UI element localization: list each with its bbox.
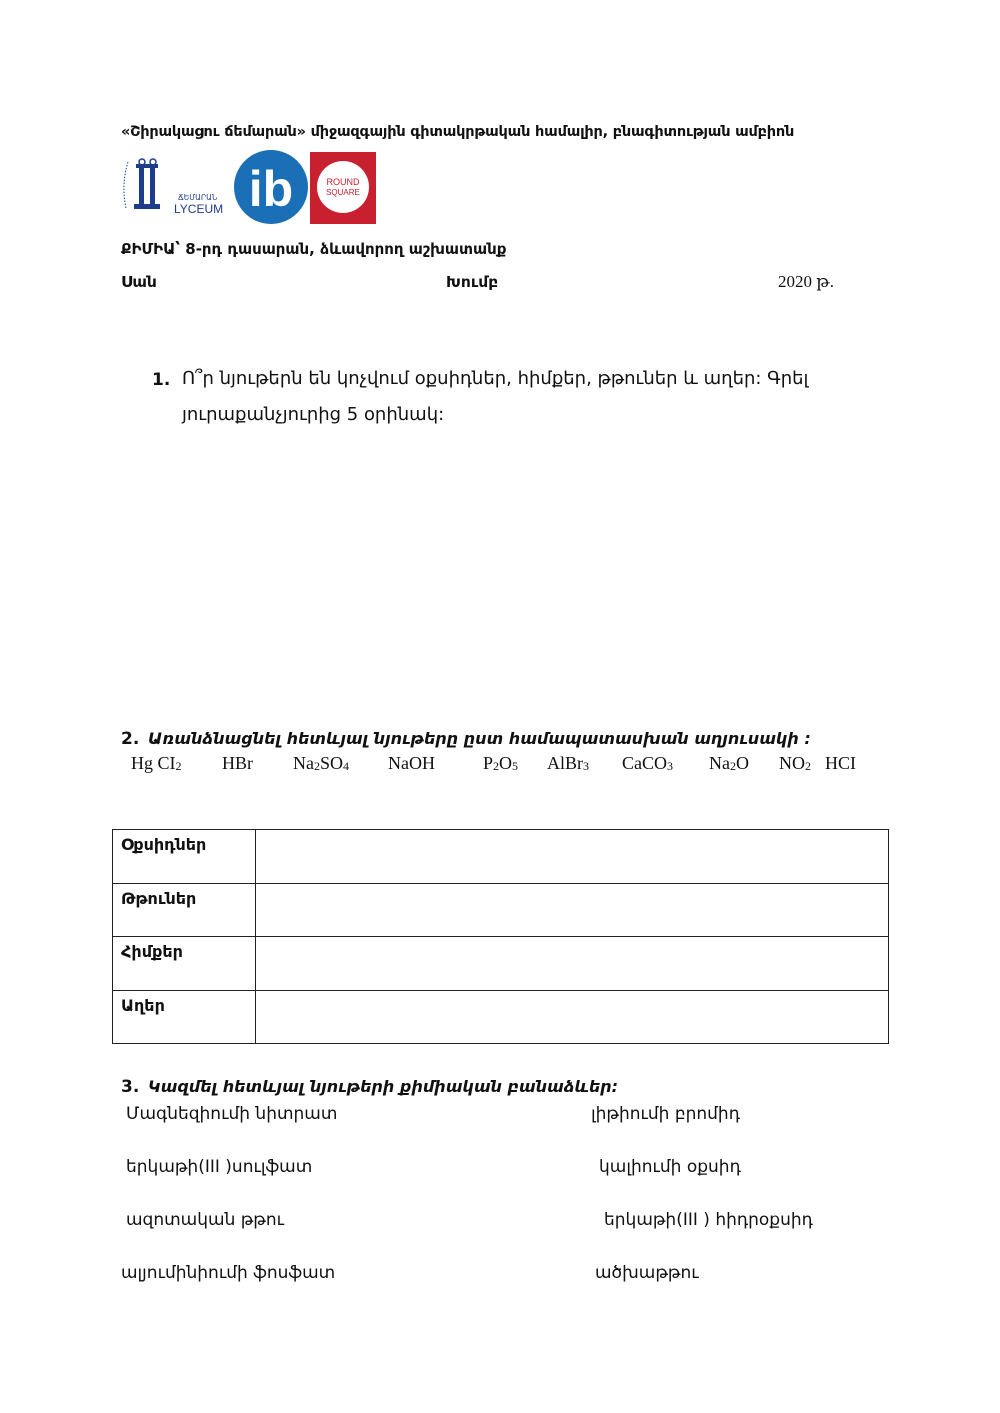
compound-right-3: երկաթի(III ) հիդրօքսիդ <box>604 1210 813 1230</box>
formula-5: $P_2O_5$ <box>483 753 519 773</box>
formula-8: $Na_2O$ <box>709 753 749 773</box>
table-row <box>113 937 889 991</box>
year-label: 2020 թ. <box>778 272 834 291</box>
round-square-text-top: ROUND <box>326 177 360 187</box>
student-name-label: Սան <box>121 273 157 291</box>
question-2-text: Առանձնացնել հետևյալ նյութերը ըստ համապատասխան աղյուսակի : <box>148 729 811 748</box>
row-label-acids: Թթուներ <box>113 883 256 937</box>
table-row <box>113 990 889 1044</box>
lyceum-logo <box>124 159 223 216</box>
compound-right-1: լիթիումի բրոմիդ <box>591 1104 740 1124</box>
compound-left-2: երկաթի(III )սուլֆատ <box>126 1157 313 1177</box>
table-row <box>113 883 889 937</box>
formula-7: CaCO$_3$ <box>622 753 673 773</box>
question-3-text: Կազմել հետևյալ նյութերի քիմիական բանաձևեր: <box>148 1077 619 1096</box>
institution-title: «Շիրակացու ճեմարան» միջազգային գիտակրթական համալիր, բնագիտության ամբիոն <box>121 124 795 140</box>
formula-1: Hg $CI_2$ <box>131 753 182 773</box>
question-2-number: 2. <box>121 729 140 749</box>
lyceum-armenian-text: ՃԵՄԱՐԱՆ <box>178 193 218 202</box>
row-label-oxides: Օքսիդներ <box>113 830 256 884</box>
formula-4: NaOH <box>388 753 435 773</box>
question-1-text-line1: Ո՞ր նյութերն են կոչվում օքսիդներ, հիմքեր, թթուներ և աղեր: Գրել <box>182 368 809 389</box>
formula-6: AlBr$_3$ <box>547 753 589 773</box>
classification-table <box>112 829 889 1044</box>
row-label-salts: Աղեր <box>113 990 256 1044</box>
round-square-logo <box>310 152 376 224</box>
round-square-text-bottom: SQUARE <box>326 188 360 197</box>
compound-left-4: ալյումինիումի ֆոսֆատ <box>121 1263 336 1283</box>
compound-left-3: ազոտական թթու <box>126 1210 285 1230</box>
answer-cell-oxides[interactable] <box>256 830 889 884</box>
group-label: Խումբ <box>446 273 499 291</box>
subject-line: ՔԻՄԻԱ՝ 8-րդ դասարան, ձևավորող աշխատանք <box>121 240 507 258</box>
question-3-number: 3. <box>121 1077 140 1097</box>
formula-9: $NO_2$ <box>779 753 811 773</box>
logos-graphic <box>118 150 378 226</box>
compound-right-2: կալիումի օքսիդ <box>599 1157 741 1177</box>
answer-cell-bases[interactable] <box>256 937 889 991</box>
answer-cell-salts[interactable] <box>256 990 889 1044</box>
logo-bar <box>118 150 378 226</box>
table-row <box>113 830 889 884</box>
formula-3: $Na_2SO_4$ <box>293 753 350 773</box>
ib-logo <box>234 150 308 224</box>
row-label-bases: Հիմքեր <box>113 937 256 991</box>
ib-logo-text: ib <box>248 161 294 217</box>
compound-left-1: Մագնեզիումի նիտրատ <box>126 1104 338 1124</box>
question-1-number: 1. <box>152 370 171 390</box>
question-1-text-line2: յուրաքանչյուրից 5 օրինակ: <box>182 404 445 425</box>
compound-right-4: ածխաթթու <box>595 1263 699 1283</box>
lyceum-latin-text: LYCEUM <box>174 202 224 216</box>
formula-2: HBr <box>222 753 253 773</box>
formula-10: HCI <box>825 753 856 773</box>
answer-cell-acids[interactable] <box>256 883 889 937</box>
